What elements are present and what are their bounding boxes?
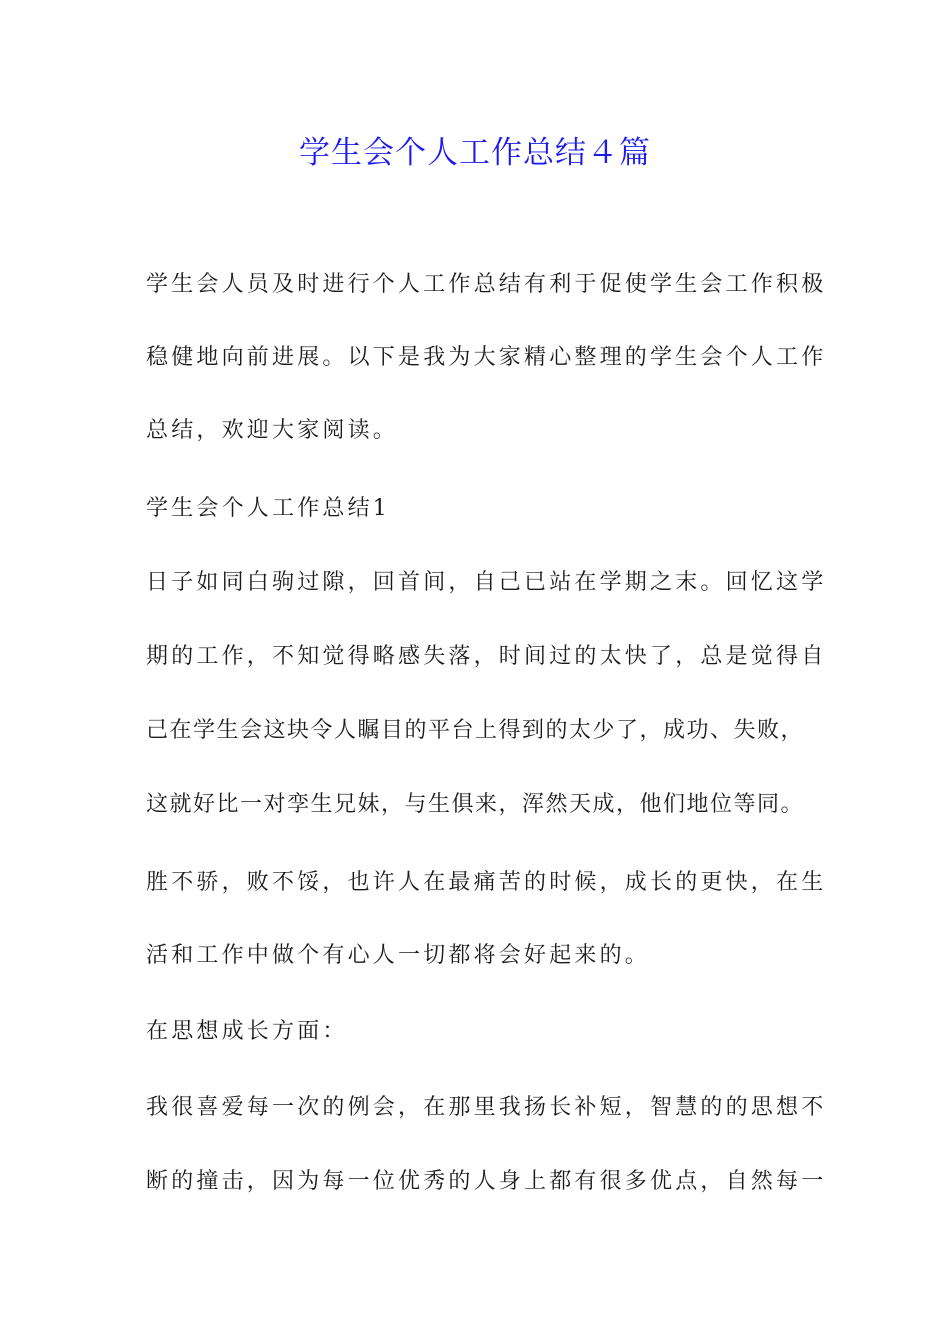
body-line-10: 活和工作中做个有心人一切都将会好起来的。 (146, 943, 651, 968)
body-line-2: 稳健地向前进展。以下是我为大家精心整理的学生会个人工作 (146, 345, 827, 370)
body-line-7: 己在学生会这块令人瞩目的平台上得到的太少了，成功、失败， (146, 718, 805, 743)
body-line-9: 胜不骄，败不馁，也许人在最痛苦的时候，成长的更快，在生 (146, 870, 827, 895)
subheading-thought-growth: 在思想成长方面： (146, 1019, 348, 1044)
body-line-3: 总结，欢迎大家阅读。 (146, 418, 399, 443)
body-line-1: 学生会人员及时进行个人工作总结有利于促使学生会工作积极 (146, 272, 827, 297)
body-line-13: 断的撞击，因为每一位优秀的人身上都有很多优点，自然每一 (146, 1169, 827, 1194)
section-heading-1: 学生会个人工作总结1 (146, 496, 390, 521)
document-title: 学生会个人工作总结４篇 (299, 135, 651, 171)
body-line-12: 我很喜爱每一次的例会，在那里我扬长补短，智慧的的思想不 (146, 1095, 827, 1120)
body-line-8: 这就好比一对孪生兄妹，与生俱来，浑然天成，他们地位等同。 (146, 792, 805, 817)
body-line-5: 日子如同白驹过隙，回首间，自己已站在学期之末。回忆这学 (146, 570, 827, 595)
body-line-6: 期的工作，不知觉得略感失落，时间过的太快了，总是觉得自 (146, 644, 827, 669)
